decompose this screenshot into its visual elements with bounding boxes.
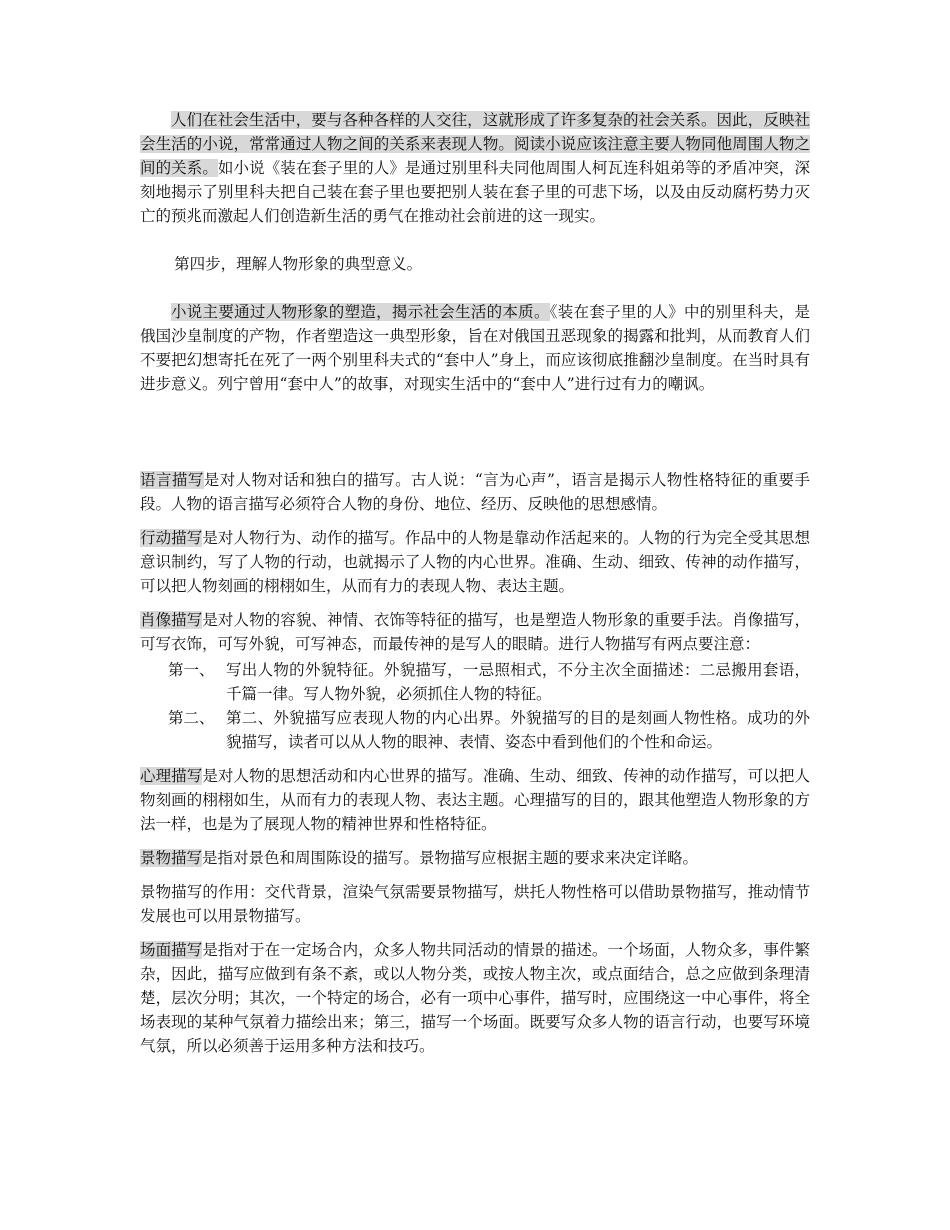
list-item-number: 第二、 xyxy=(168,709,215,727)
portrait-section xyxy=(140,608,810,656)
list-item xyxy=(140,658,810,706)
scene-section xyxy=(140,938,810,1058)
intro-text: 如小说《装在套子里的人》是通过别里科夫同他周围人柯瓦连科姐弟等的矛盾冲突，深刻地揭示了别里科夫把自己装在套子里也要把别人装在套子里的可悲下场，以及由反动腐朽势力灭亡的预兆而激起人们创造新生活的勇气在推动社会前进的这一现实。 xyxy=(140,159,810,225)
scene-term: 场面描写 xyxy=(140,941,203,959)
list-item-text: 写出人物的外貌特征。外貌描写，一忌照相式，不分主次全面描述：二忌搬用套语，千篇一律。写人物外貌，必须抓住人物的特征。 xyxy=(226,661,810,703)
language-text: 是对人物对话和独白的描写。古人说：“言为心声”，语言是揭示人物性格特征的重要手段。人物的语言描写必须符合人物的身份、地位、经历、反映他的思想感情。 xyxy=(140,471,810,513)
list-item-number: 第一、 xyxy=(168,661,215,679)
list-item xyxy=(140,706,810,754)
intro-highlight: 人们在社会生活中，要与各种各样的人交往，这就形成了许多复杂的社会关系。因此，反映社会生活的小说，常常通过人物之间的关系来表现人物。阅读小说应该注意主要人物同他周围人物之间的关系。 xyxy=(140,111,810,177)
action-term: 行动描写 xyxy=(140,529,203,547)
scenery-section xyxy=(140,846,810,870)
portrait-list xyxy=(140,658,810,754)
action-text: 是对人物行为、动作的描写。作品中的人物是靠动作活起来的。人物的行为完全受其思想意识制约，写了人物的行动，也就揭示了人物的内心世界。准确、生动、细致、传神的动作描写，可以把人物刻画的栩栩如生，从而有力的表现人物、表达主题。 xyxy=(140,529,810,595)
list-item-text: 第二、外貌描写应表现人物的内心出界。外貌描写的目的是刻画人物性格。成功的外貌描写，读者可以从人物的眼神、表情、姿态中看到他们的个性和命运。 xyxy=(226,709,810,751)
action-section xyxy=(140,526,810,598)
typical-paragraph xyxy=(140,300,810,396)
language-section xyxy=(140,468,810,516)
document-body xyxy=(140,108,810,1068)
typical-text: 《装在套子里的人》中的别里科夫，是俄国沙皇制度的产物，作者塑造这一典型形象，旨在对俄国丑恶现象的揭露和批判，从而教育人们不要把幻想寄托在死了一两个别里科夫式的“套中人”身上，而应该彻底推翻沙皇制度。在当时具有进步意义。列宁曾用“套中人”的故事，对现实生活中的“套中人”进行过有力的嘲讽。 xyxy=(140,303,810,393)
scene-text: 是指对于在一定场合内，众多人物共同活动的情景的描述。一个场面，人物众多，事件繁杂，因此，描写应做到有条不紊，或以人物分类，或按人物主次，或点面结合，总之应做到条理清楚，层次分明；其次，一个特定的场合，必有一项中心事件，描写时，应围绕这一中心事件，将全场表现的某种气氛着力描绘出来；第三，描写一个场面。既要写众多人物的语言行动，也要写环境气氛，所以必须善于运用多种方法和技巧。 xyxy=(140,941,810,1055)
typical-highlight: 小说主要通过人物形象的塑造，揭示社会生活的本质。 xyxy=(171,303,550,321)
psychology-text: 是对人物的思想活动和内心世界的描写。准确、生动、细致、传神的动作描写，可以把人物刻画的栩栩如生，从而有力的表现人物、表达主题。心理描写的目的，跟其他塑造人物形象的方法一样，也是为了展现人物的精神世界和性格特征。 xyxy=(140,767,810,833)
scenery-text: 是指对景色和周围陈设的描写。景物描写应根据主题的要求来决定详略。 xyxy=(202,849,699,867)
scenery-term: 景物描写 xyxy=(140,849,203,867)
portrait-text: 是对人物的容貌、神情、衣饰等特征的描写，也是塑造人物形象的重要手法。肖像描写，可写衣饰，可写外貌，可写神态，而最传神的是写人的眼睛。进行人物描写有两点要注意： xyxy=(140,611,810,653)
psychology-term: 心理描写 xyxy=(140,767,203,785)
step4-heading: 第四步，理解人物形象的典型意义。 xyxy=(174,255,423,273)
scenery-function-paragraph: 景物描写的作用：交代背景，渲染气氛需要景物描写，烘托人物性格可以借助景物描写，推动情节发展也可以用景物描写。 xyxy=(140,883,810,925)
portrait-term: 肖像描写 xyxy=(140,611,203,629)
psychology-section xyxy=(140,764,810,836)
intro-paragraph xyxy=(140,108,810,228)
language-term: 语言描写 xyxy=(140,471,204,489)
